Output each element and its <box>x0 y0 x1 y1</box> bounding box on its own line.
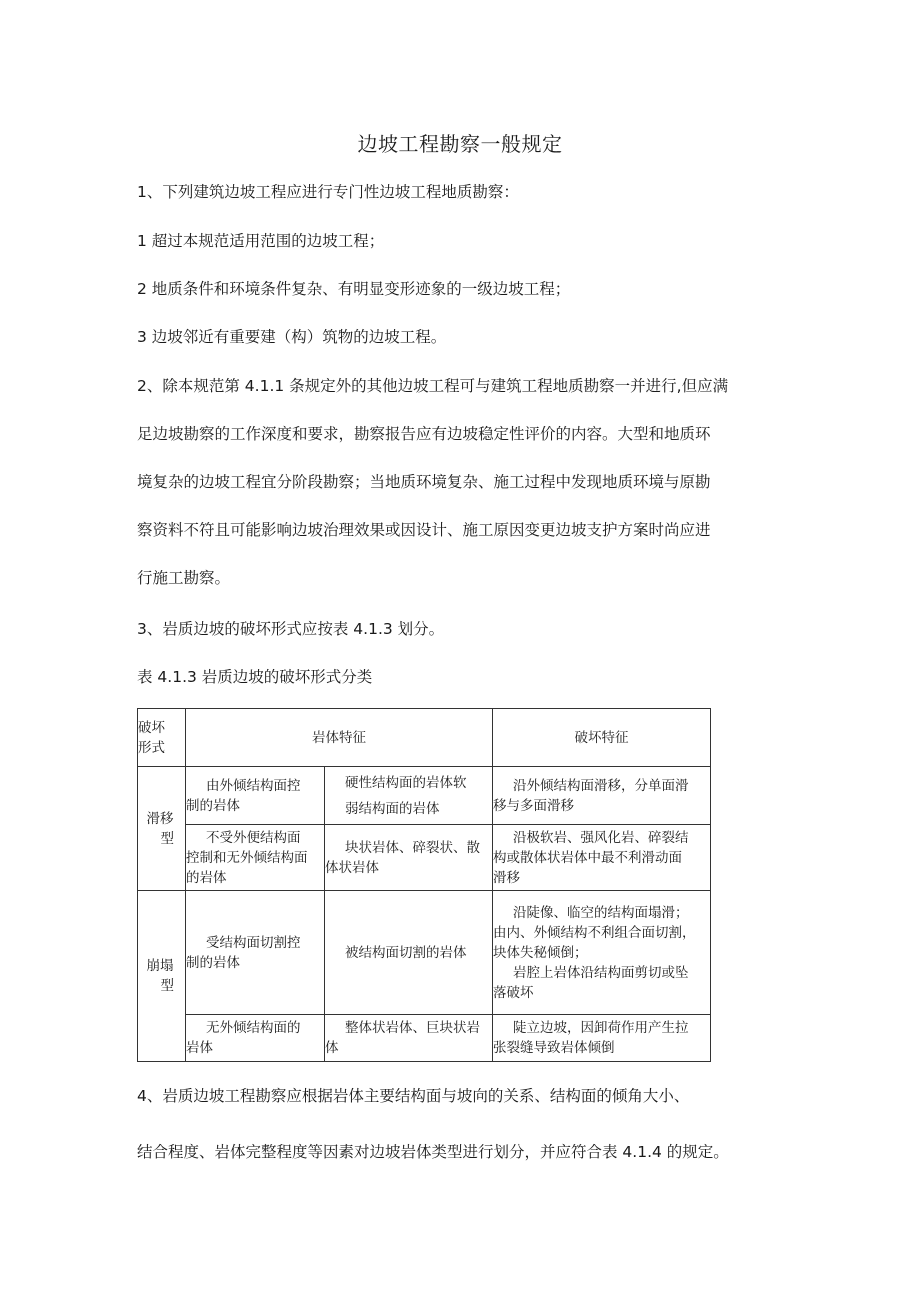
cell-text: 被结构面切割的岩体 <box>345 944 467 961</box>
cell-text: 块状岩体、碎裂状、散 <box>345 839 480 856</box>
cell-text: 滑移 <box>493 869 520 886</box>
cell-failure-feature <box>493 891 711 1015</box>
cell-text: 控制和无外倾结构面 <box>186 849 308 866</box>
paragraph-2-line: 足边坡勘察的工作深度和要求，勘察报告应有边坡稳定性评价的内容。大型和地质环 <box>137 425 711 443</box>
cell-rock-type <box>325 767 493 825</box>
cell-control-condition <box>186 825 325 891</box>
cell-text: 整体状岩体、巨块状岩 <box>345 1020 480 1036</box>
cell-failure-type <box>138 891 186 1062</box>
cell-failure-feature <box>493 767 711 825</box>
cell-text: 岩腔上岩体沿结构面剪切或坠 <box>513 964 689 981</box>
failure-mode-table <box>137 708 711 1062</box>
cell-text: 无外倾结构面的 <box>206 1020 301 1036</box>
cell-text: 体状岩体 <box>325 859 379 876</box>
cell-text: 岩体 <box>186 1040 213 1056</box>
page-title: 边坡工程勘察一般规定 <box>357 132 563 156</box>
cell-text: 的岩体 <box>186 869 227 886</box>
table-row <box>138 825 711 891</box>
cell-text: 沿陡像、临空的结构面塌滑； <box>513 904 689 921</box>
cell-text: 沿极软岩、强风化岩、碎裂结 <box>513 829 689 846</box>
header-rock-features: 岩体特征 <box>186 709 493 767</box>
cell-text: 崩塌 <box>146 958 174 974</box>
cell-text: 弱结构面的岩体 <box>345 800 440 817</box>
header-failure-type-line: 破坏 <box>138 719 165 736</box>
cell-control-condition <box>186 891 325 1015</box>
table-row <box>138 767 711 825</box>
cell-text: 构或散体状岩体中最不利滑动面 <box>493 849 682 866</box>
paragraph-2-line: 2、除本规范第 4.1.1 条规定外的其他边坡工程可与建筑工程地质勘察一并进行,但应满 <box>137 377 729 395</box>
header-failure-features: 破坏特征 <box>493 709 711 767</box>
cell-text: 陡立边坡，因卸荷作用产生拉 <box>513 1020 689 1036</box>
paragraph-4-line: 结合程度、岩体完整程度等因素对边坡岩体类型进行划分，并应符合表 4.1.4 的规定。 <box>137 1143 729 1161</box>
cell-text: 块体失秘倾倒； <box>493 944 588 961</box>
cell-text: 张裂缝导致岩体倾倒 <box>493 1040 615 1056</box>
paragraph-1: 1、下列建筑边坡工程应进行专门性边坡工程地质勘察： <box>137 183 519 201</box>
cell-text: 型 <box>160 830 174 847</box>
table-row <box>138 1015 711 1062</box>
cell-text: 由内、外倾结构不利组合面切割， <box>493 924 696 941</box>
cell-rock-type <box>325 1015 493 1062</box>
table-header-row <box>138 709 711 767</box>
cell-text: 沿外倾结构面滑移，分单面滑 <box>513 777 689 794</box>
cell-text: 滑移 <box>146 810 174 827</box>
list-item-1-2: 2 地质条件和环境条件复杂、有明显变形迹象的一级边坡工程； <box>137 280 571 298</box>
paragraph-4-line: 4、岩质边坡工程勘察应根据岩体主要结构面与坡向的关系、结构面的倾角大小、 <box>137 1087 690 1105</box>
cell-text: 不受外便结构面 <box>206 829 301 846</box>
cell-text: 由外倾结构面控 <box>206 777 301 794</box>
cell-failure-feature <box>493 825 711 891</box>
cell-control-condition <box>186 1015 325 1062</box>
cell-control-condition <box>186 767 325 825</box>
cell-rock-type <box>325 825 493 891</box>
list-item-1-1: 1 超过本规范适用范围的边坡工程； <box>137 232 385 250</box>
paragraph-2-line: 境复杂的边坡工程宜分阶段勘察；当地质环境复杂、施工过程中发现地质环境与原勘 <box>137 473 711 491</box>
header-failure-type <box>138 709 186 767</box>
cell-text: 移与多面滑移 <box>493 797 574 814</box>
header-failure-type-line: 形式 <box>138 739 165 756</box>
list-item-1-3: 3 边坡邻近有重要建（构）筑物的边坡工程。 <box>137 328 447 346</box>
cell-text: 受结构面切割控 <box>206 934 301 951</box>
paragraph-3: 3、岩质边坡的破坏形式应按表 4.1.3 划分。 <box>137 620 445 638</box>
table-row <box>138 891 711 1015</box>
cell-text: 制的岩体 <box>186 797 240 814</box>
cell-rock-type <box>325 891 493 1015</box>
cell-text: 落破坏 <box>493 984 534 1001</box>
cell-text: 硬性结构面的岩体软 <box>345 774 467 791</box>
paragraph-2-line: 察资料不符且可能影响边坡治理效果或因设计、施工原因变更边坡支护方案时尚应进 <box>137 521 711 539</box>
cell-failure-type <box>138 767 186 891</box>
paragraph-2-line: 行施工勘察。 <box>137 569 231 587</box>
cell-text: 制的岩体 <box>186 954 240 971</box>
table-caption: 表 4.1.3 岩质边坡的破坏形式分类 <box>137 668 373 686</box>
cell-text: 体 <box>325 1040 339 1056</box>
cell-text: 型 <box>160 978 174 994</box>
cell-failure-feature <box>493 1015 711 1062</box>
